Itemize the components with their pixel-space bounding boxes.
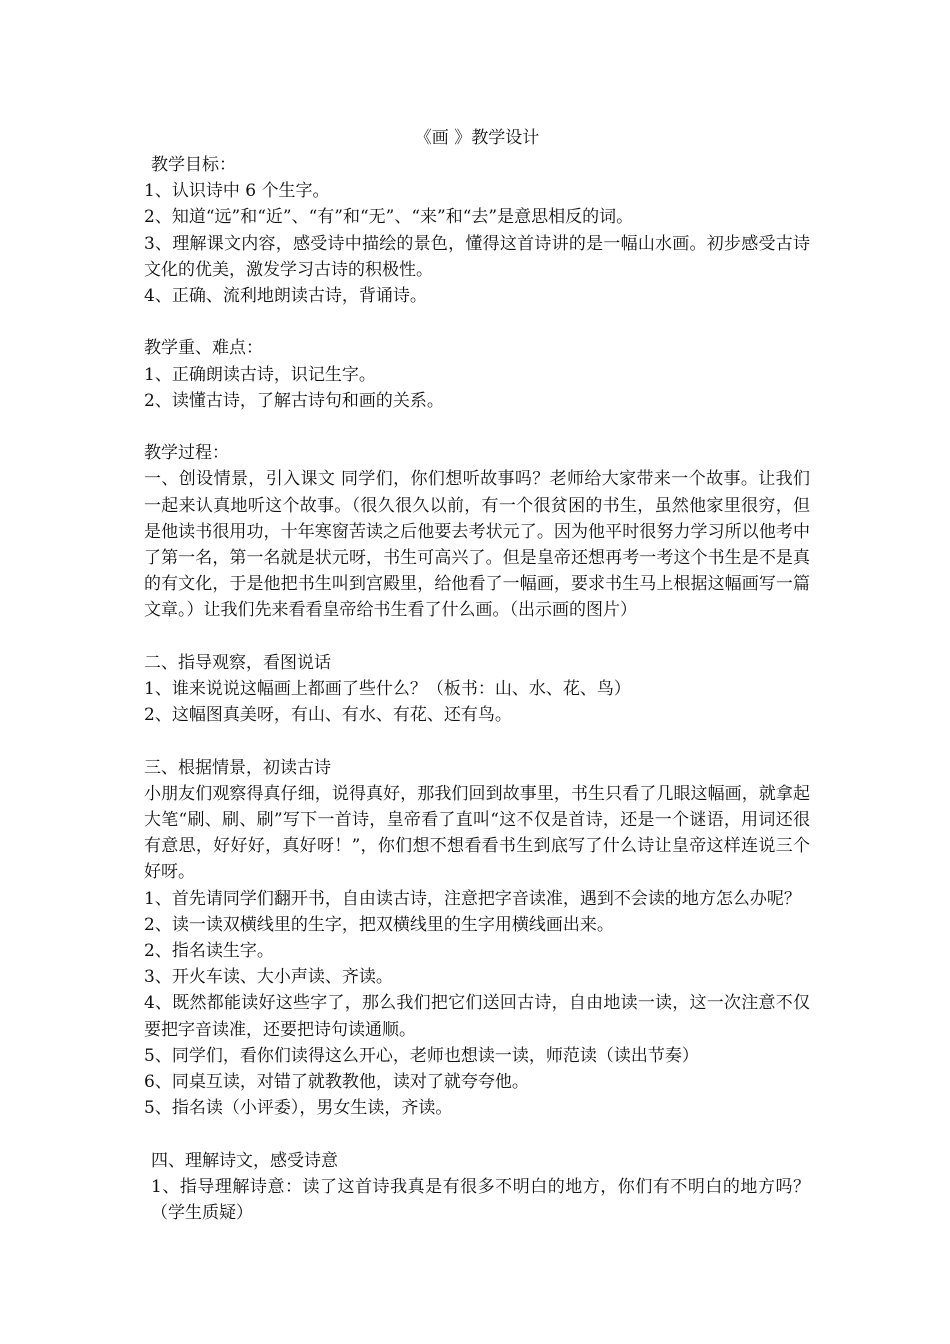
section2-item: 2、这幅图真美呀，有山、有水、有花、还有鸟。 [144, 705, 512, 726]
spacer [144, 1121, 810, 1147]
spacer [144, 414, 810, 440]
spacer [144, 728, 810, 754]
section3-item: 1、首先请同学们翻开书，自由读古诗，注意把字音读准，遇到不会读的地方怎么办呢？ [144, 888, 801, 909]
section4-heading: 四、理解诗文，感受诗意 [151, 1150, 338, 1171]
goal-item: 4、正确、流利地朗读古诗，背诵诗。 [144, 286, 427, 307]
goal-item: 1、认识诗中 6 个生字。 [144, 181, 330, 202]
section2-item: 1、谁来说说这幅画上都画了些什么？（板书：山、水、花、鸟） [144, 679, 631, 700]
goal-item: 3、理解课文内容，感受诗中描绘的景色，懂得这首诗讲的是一幅山水画。初步感受古诗文化的优美，激发学习古诗的积极性。 [144, 233, 810, 280]
section3-heading: 三、根据情景，初读古诗 [144, 757, 331, 778]
goals-heading: 教学目标： [151, 155, 236, 175]
section3-item: 2、指名读生字。 [144, 941, 274, 962]
goal-item: 2、知道“远”和“近”、“有”和“无”、“来”和“去”是意思相反的词。 [144, 207, 634, 228]
keypoints-heading: 教学重、难点： [144, 338, 263, 359]
section3-item: 6、同桌互读，对错了就教教他，读对了就夸夸他。 [144, 1072, 529, 1093]
process-heading: 教学过程： [144, 443, 229, 464]
spacer [144, 624, 810, 650]
spacer [144, 309, 810, 335]
section3-item: 2、读一读双横线里的生字，把双横线里的生字用横线画出来。 [144, 914, 614, 935]
document-title: 《画 》教学设计 [414, 128, 540, 148]
section4-item: 1、指导理解诗意：读了这首诗我真是有很多不明白的地方，你们有不明白的地方吗？（学生质疑） [151, 1176, 810, 1224]
section3-item: 3、开火车读、大小声读、齐读。 [144, 967, 393, 988]
keypoint-item: 2、读懂古诗，了解古诗句和画的关系。 [144, 390, 444, 411]
section1-text: 一、创设情景，引入课文 同学们，你们想听故事吗？老师给大家带来一个故事。让我们一起来认真地听这个故事。（很久很久以前，有一个很贫困的书生，虽然他家里很穷，但是他读书很用功，十年寒窗苦读之后他要去考状元了。因为他平时很努力学习所以他考中了第一名，第一名就是状元呀，书生可高兴了。但是皇帝还想再考一考这个书生是不是真的有文化，于是他把书生叫到宫殿里，给他看了一幅画，要求书生马上根据这幅画写一篇文章。）让我们先来看看皇帝给书生看了什么画。（出示画的图片） [144, 469, 810, 621]
section3-item: 5、同学们，看你们读得这么开心，老师也想读一读，师范读（读出节奏） [144, 1045, 699, 1066]
section3-item: 4、既然都能读好这些字了，那么我们把它们送回古诗，自由地读一读，这一次注意不仅要把字音读准，还要把诗句读通顺。 [144, 993, 810, 1040]
section2-heading: 二、指导观察，看图说话 [144, 652, 331, 673]
section3-item: 5、指名读（小评委），男女生读，齐读。 [144, 1098, 453, 1119]
section3-intro: 小朋友们观察得真仔细，说得真好，那我们回到故事里，书生只看了几眼这幅画，就拿起大笔“刷、刷、刷”写下一首诗，皇帝看了直叫“这不仅是首诗，还是一个谜语，用词还很有意思，好好好，真好呀！”，你们想不想看看书生到底写了什么诗让皇帝这样连说三个好呀。 [144, 783, 810, 883]
document-page [144, 124, 810, 1226]
keypoint-item: 1、正确朗读古诗，识记生字。 [144, 364, 376, 385]
